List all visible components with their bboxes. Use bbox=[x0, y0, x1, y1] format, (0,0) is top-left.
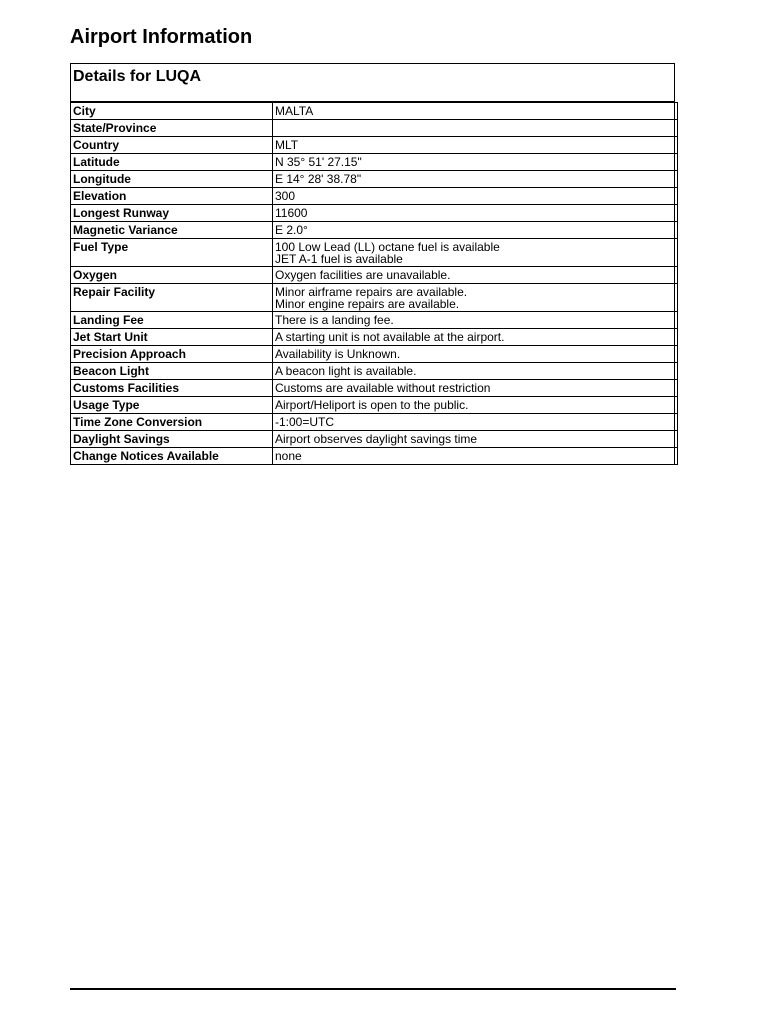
row-label: Country bbox=[71, 137, 273, 154]
table-row bbox=[71, 120, 678, 137]
table-row bbox=[71, 154, 678, 171]
row-label: Latitude bbox=[71, 154, 273, 171]
row-label: Daylight Savings bbox=[71, 431, 273, 448]
table-row bbox=[71, 431, 678, 448]
table-row bbox=[71, 171, 678, 188]
row-value bbox=[273, 284, 678, 312]
row-value bbox=[273, 431, 678, 448]
row-value bbox=[273, 239, 678, 267]
row-label: Precision Approach bbox=[71, 346, 273, 363]
table-row bbox=[71, 312, 678, 329]
row-value-line: MALTA bbox=[275, 104, 314, 118]
row-value-line: 300 bbox=[275, 189, 296, 203]
table-row bbox=[71, 397, 678, 414]
row-label: Longest Runway bbox=[71, 205, 273, 222]
row-label: Beacon Light bbox=[71, 363, 273, 380]
row-label: Magnetic Variance bbox=[71, 222, 273, 239]
table-row bbox=[71, 284, 678, 312]
row-value bbox=[273, 414, 678, 431]
row-value-line: Airport/Heliport is open to the public. bbox=[275, 398, 469, 412]
row-value-line: E 2.0° bbox=[275, 223, 308, 237]
row-label: Time Zone Conversion bbox=[71, 414, 273, 431]
table-row bbox=[71, 188, 678, 205]
row-value bbox=[273, 312, 678, 329]
row-value-line: E 14° 28' 38.78" bbox=[275, 172, 362, 186]
row-value-line: JET A-1 fuel is available bbox=[275, 252, 403, 266]
row-value-line: Minor engine repairs are available. bbox=[275, 297, 460, 311]
row-value bbox=[273, 267, 678, 284]
row-value-line: none bbox=[275, 449, 302, 463]
row-value-line: Airport observes daylight savings time bbox=[275, 432, 478, 446]
table-row bbox=[71, 137, 678, 154]
table-row bbox=[71, 205, 678, 222]
row-value bbox=[273, 103, 678, 120]
row-value-line: Availability is Unknown. bbox=[275, 347, 401, 361]
row-value-line: Oxygen facilities are unavailable. bbox=[275, 268, 451, 282]
row-label: Repair Facility bbox=[71, 284, 273, 312]
table-row bbox=[71, 103, 678, 120]
row-value-line: 11600 bbox=[275, 206, 308, 220]
row-value bbox=[273, 171, 678, 188]
row-value bbox=[273, 380, 678, 397]
row-value bbox=[273, 154, 678, 171]
row-value-line: MLT bbox=[275, 138, 299, 152]
table-row bbox=[71, 448, 678, 465]
table-row bbox=[71, 267, 678, 284]
row-label: Oxygen bbox=[71, 267, 273, 284]
row-value bbox=[273, 363, 678, 380]
table-row bbox=[71, 414, 678, 431]
row-value bbox=[273, 329, 678, 346]
airport-info-table-body bbox=[71, 103, 678, 465]
table-row bbox=[71, 380, 678, 397]
row-label: Jet Start Unit bbox=[71, 329, 273, 346]
table-row bbox=[71, 329, 678, 346]
row-label: Longitude bbox=[71, 171, 273, 188]
row-value-line: There is a landing fee. bbox=[275, 313, 394, 327]
airport-details-panel bbox=[70, 63, 675, 465]
details-heading: Details for LUQA bbox=[71, 64, 674, 102]
row-value bbox=[273, 397, 678, 414]
row-label: Usage Type bbox=[71, 397, 273, 414]
row-value bbox=[273, 346, 678, 363]
row-value-line: A starting unit is not available at the airport. bbox=[275, 330, 505, 344]
row-value-line: -1:00=UTC bbox=[275, 415, 335, 429]
row-value-line: Minor airframe repairs are available. bbox=[275, 285, 468, 299]
footer-divider bbox=[70, 988, 676, 990]
row-value-line: N 35° 51' 27.15" bbox=[275, 155, 362, 169]
row-value bbox=[273, 188, 678, 205]
table-row bbox=[71, 346, 678, 363]
row-value bbox=[273, 222, 678, 239]
row-label: Landing Fee bbox=[71, 312, 273, 329]
row-value bbox=[273, 120, 678, 137]
page-title: Airport Information bbox=[70, 26, 253, 48]
row-value-line: 100 Low Lead (LL) octane fuel is available bbox=[275, 240, 500, 254]
table-row bbox=[71, 222, 678, 239]
airport-info-table bbox=[70, 102, 678, 465]
row-value-line: A beacon light is available. bbox=[275, 364, 417, 378]
row-value bbox=[273, 137, 678, 154]
row-label: Customs Facilities bbox=[71, 380, 273, 397]
row-label: Fuel Type bbox=[71, 239, 273, 267]
row-label: Change Notices Available bbox=[71, 448, 273, 465]
row-label: State/Province bbox=[71, 120, 273, 137]
table-row bbox=[71, 239, 678, 267]
row-label: Elevation bbox=[71, 188, 273, 205]
row-value bbox=[273, 205, 678, 222]
row-label: City bbox=[71, 103, 273, 120]
table-row bbox=[71, 363, 678, 380]
row-value bbox=[273, 448, 678, 465]
row-value-line: Customs are available without restriction bbox=[275, 381, 491, 395]
